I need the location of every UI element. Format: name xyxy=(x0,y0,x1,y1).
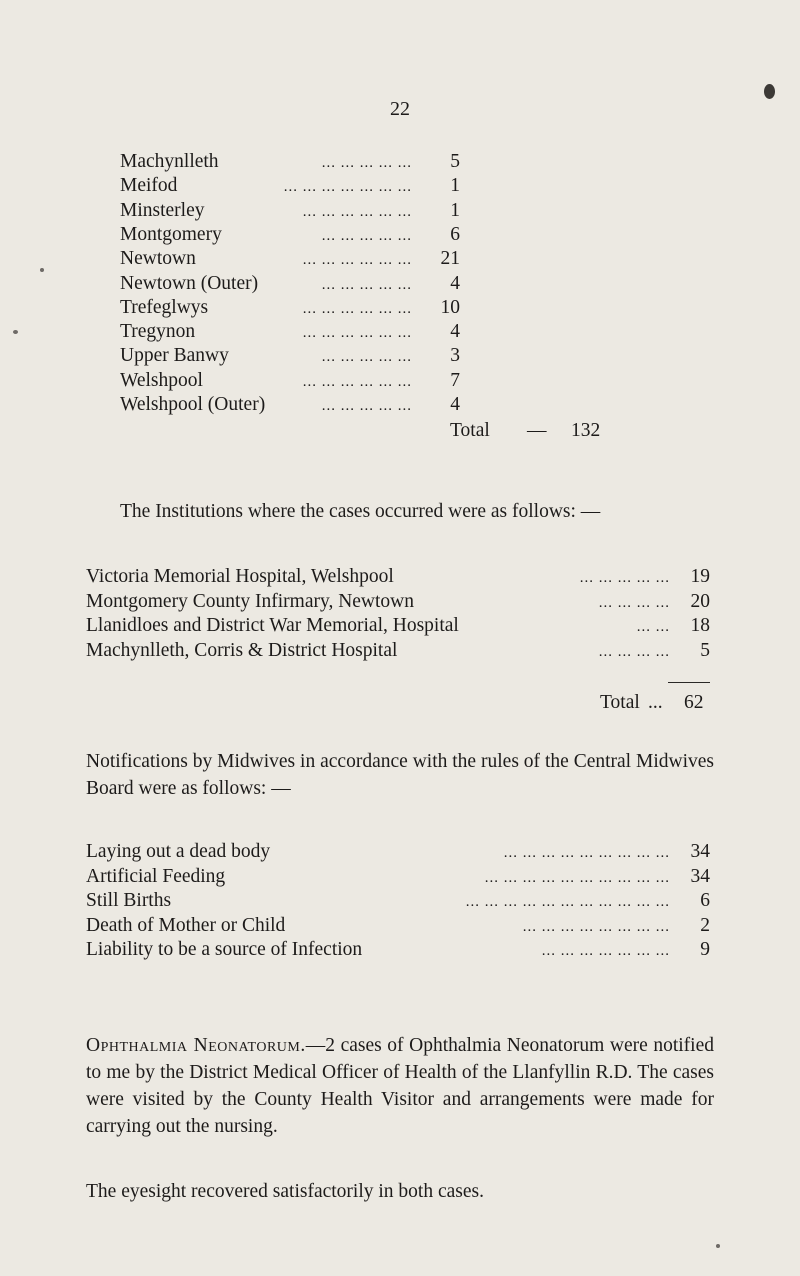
midwife-notification-row xyxy=(86,840,710,866)
district-row-label: Welshpool (Outer) xyxy=(120,394,266,415)
midwife-notification-row-value: 34 xyxy=(690,865,710,887)
district-row-value: 5 xyxy=(450,151,460,172)
district-row xyxy=(120,150,460,176)
district-row-leader-dots: ... ... ... ... ... ... xyxy=(302,252,412,269)
institution-row-label: Machynlleth, Corris & District Hospital xyxy=(86,639,398,661)
district-row-leader-dots: ... ... ... ... ... xyxy=(321,227,412,244)
institution-row-label: Llanidloes and District War Memorial, Hospital xyxy=(86,615,459,636)
district-row-value: 21 xyxy=(440,248,460,270)
midwife-notification-row-label: Liability to be a source of Infection xyxy=(86,939,363,960)
district-row-value: 6 xyxy=(450,223,460,245)
district-total-value: 132 xyxy=(571,420,601,441)
midwife-notification-row xyxy=(86,914,710,940)
page-number: 22 xyxy=(390,98,410,120)
midwife-notification-row xyxy=(86,938,710,964)
institutions-total-value: 62 xyxy=(684,692,704,713)
midwife-notification-row-value: 2 xyxy=(700,914,710,936)
institutions-total-dots: ... xyxy=(648,692,663,713)
district-row-leader-dots: ... ... ... ... ... xyxy=(321,276,412,293)
district-row xyxy=(120,344,460,370)
district-row-leader-dots: ... ... ... ... ... ... xyxy=(302,203,412,220)
district-row-leader-dots: ... ... ... ... ... xyxy=(321,349,412,366)
scan-mark-left xyxy=(13,330,18,334)
institution-row xyxy=(86,614,710,640)
district-row-value: 1 xyxy=(450,199,460,221)
district-row-value: 4 xyxy=(450,272,460,294)
institution-row xyxy=(86,590,710,616)
district-row xyxy=(120,369,460,395)
institution-row-leader-dots: ... ... ... ... xyxy=(598,594,670,611)
midwife-notification-row-leader-dots: ... ... ... ... ... ... ... xyxy=(541,943,670,959)
institutions-total-label: Total xyxy=(600,692,640,713)
district-row-label: Trefeglwys xyxy=(120,296,209,318)
institution-row xyxy=(86,565,710,591)
midwife-notification-row xyxy=(86,889,710,915)
district-row xyxy=(120,272,460,298)
institutions-rule xyxy=(668,682,710,683)
scan-mark-bottom xyxy=(716,1244,720,1248)
district-row-leader-dots: ... ... ... ... ... ... xyxy=(302,373,412,390)
institution-row-leader-dots: ... ... ... ... xyxy=(598,643,670,660)
district-row-label: Newtown (Outer) xyxy=(120,272,259,294)
midwife-notification-row-leader-dots: ... ... ... ... ... ... ... ... ... xyxy=(503,845,670,861)
district-row-leader-dots: ... ... ... ... ... ... xyxy=(302,325,412,342)
district-row xyxy=(120,174,460,200)
institution-row-leader-dots: ... ... ... ... ... xyxy=(579,570,670,586)
ophthalmia-body: —2 cases of Ophthalmia Neonatorum were notified to me by the District Medical Officer of Health of the Llanfyllin R.D. The cases were visited by the County Health Visitor and arrangements were made for carrying out the nursing. xyxy=(86,1035,714,1137)
district-row xyxy=(120,393,460,419)
institution-row-label: Victoria Memorial Hospital, Welshpool xyxy=(86,566,394,587)
district-row-label: Newtown xyxy=(120,248,196,270)
institution-row-leader-dots: ... ... xyxy=(636,619,670,635)
district-row-label: Montgomery xyxy=(120,223,222,245)
midwife-notification-row-value: 34 xyxy=(690,841,710,862)
midwife-notification-row xyxy=(86,865,710,891)
institutions-total-row xyxy=(0,691,716,717)
scan-mark-top-right xyxy=(764,84,775,99)
district-row-value: 10 xyxy=(440,296,460,318)
district-row-leader-dots: ... ... ... ... ... xyxy=(321,155,412,171)
district-row xyxy=(120,223,460,249)
district-total-dash: — xyxy=(527,420,547,441)
midwife-notification-row-leader-dots: ... ... ... ... ... ... ... ... ... ... ... xyxy=(465,894,670,910)
institution-row-label: Montgomery County Infirmary, Newtown xyxy=(86,590,415,612)
midwife-notification-row-value: 9 xyxy=(700,939,710,960)
district-row-label: Minsterley xyxy=(120,199,205,221)
institutions-intro: The Institutions where the cases occurred were as follows: — xyxy=(120,501,601,522)
midwife-notification-row-label: Artificial Feeding xyxy=(86,865,226,887)
district-total-label: Total xyxy=(450,420,490,441)
district-row-value: 4 xyxy=(450,321,460,343)
institution-row-value: 19 xyxy=(690,566,710,587)
midwife-notification-row-leader-dots: ... ... ... ... ... ... ... ... ... ... xyxy=(484,869,670,886)
district-row-label: Welshpool xyxy=(120,369,203,391)
institution-row-value: 20 xyxy=(690,590,710,612)
midwife-notification-row-label: Laying out a dead body xyxy=(86,841,271,862)
district-row-leader-dots: ... ... ... ... ... ... xyxy=(302,300,412,317)
district-row xyxy=(120,296,460,322)
midwives-intro: Notifications by Midwives in accordance with the rules of the Central Midwives Board were as follows: — xyxy=(86,751,714,799)
district-row-leader-dots: ... ... ... ... ... ... ... xyxy=(283,179,412,196)
district-row xyxy=(120,199,460,225)
district-row-leader-dots: ... ... ... ... ... xyxy=(321,398,412,414)
midwife-notification-row-label: Still Births xyxy=(86,890,172,911)
ophthalmia-paragraph xyxy=(86,1032,714,1140)
institution-row xyxy=(86,639,710,665)
closing-sentence: The eyesight recovered satisfactorily in both cases. xyxy=(86,1181,484,1202)
district-row-label: Machynlleth xyxy=(120,151,219,172)
district-row-value: 7 xyxy=(450,369,460,391)
district-row xyxy=(120,320,460,346)
district-row-value: 4 xyxy=(450,394,460,415)
institution-row-value: 5 xyxy=(700,639,710,661)
midwife-notification-row-value: 6 xyxy=(700,890,710,911)
district-row-label: Meifod xyxy=(120,175,178,197)
district-row-value: 3 xyxy=(450,345,460,367)
district-row-label: Tregynon xyxy=(120,321,196,343)
district-row-label: Upper Banwy xyxy=(120,345,229,367)
scan-mark-left-2 xyxy=(40,268,44,272)
midwife-notification-row-leader-dots: ... ... ... ... ... ... ... ... xyxy=(522,918,670,935)
midwife-notification-row-label: Death of Mother or Child xyxy=(86,914,286,936)
district-row-value: 1 xyxy=(450,175,460,197)
district-row xyxy=(120,247,460,273)
district-total-row xyxy=(0,419,600,445)
ophthalmia-heading: Ophthalmia Neonatorum. xyxy=(86,1035,306,1056)
institution-row-value: 18 xyxy=(690,615,710,636)
